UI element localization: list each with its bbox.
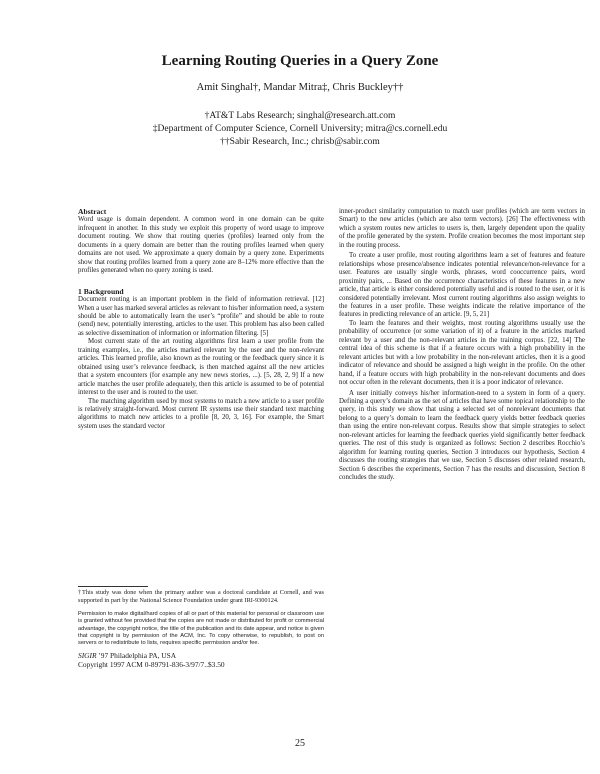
right-paragraph-3: To learn the features and their weights, most routing algorithms usually use the probability of occurrence (or some variation of it) of a feature in the articles marked relevant by a user and the non-relevant articles in the training corpus. [22, 14] The central idea of this scheme is that if a feature occurs with a high probability in the relevant articles but with a low probability in the non-relevant articles, then it is a good indicator of relevance and should be assigned a high weight in the profile. On the other hand, if a feature occurs with high probability in the non-relevant documents and does not occur often in the relevant documents, then it is a poor indicator of relevance.	[339, 319, 585, 387]
right-paragraph-4: A user initially conveys his/her information-need to a system in form of a query. Defining a query’s domain as the set of articles that have some topical relationship to the query, in this study we show that using a selected set of nonrelevant documents that belong to a query’s domain to learn the feedback query yields better feedback queries than using the entire non-relevant corpus. Results show that simple strategies to select non-relevant articles for learning the feedback queries yield significantly better feedback queries. The rest of this study is organized as follows: Section 2 describes Rocchio’s algorithm for learning routing queries, Section 3 introduces our hypothesis, Section 4 discusses the routing strategies that we use, Section 5 discusses other related research, Section 6 describes the experiments, Section 7 has the results and discussion, Section 8 concludes the study.	[339, 389, 585, 482]
affiliation-sabir: ††Sabir Research, Inc.; chrisb@sabir.com	[220, 137, 380, 147]
permission-notice: Permission to make digital/hard copies of all or part of this material for personal or classroom use is granted without fee provided that the copies are not made or distributed for profit or commercial advantage, the copyright notice, the title of the publication and its date appear, and notice is given that copyright is by permission of the ACM, Inc. To copy otherwise, to republish, to post on servers or to redistribute to lists, requires specific permission and/or fee.	[78, 611, 324, 646]
affiliation-att: †AT&T Labs Research; singhal@research.att.com	[204, 111, 396, 121]
author-list: Amit Singhal†, Mandar Mitra‡, Chris Buckley††	[196, 82, 404, 93]
right-paragraph-1: inner-product similarity computation to match user profiles (which are term vectors in Smart) to the new articles (which are also term vectors). [26] The effectiveness with which a system routes new articles to users is, then, largely dependent upon the quality of the profile generated by the system. Profile creation becomes the most important step in the routing process.	[339, 208, 585, 249]
right-paragraph-2: To create a user profile, most routing algorithms learn a set of features and feature relationships whose presence/absence indicates potential relevance/non-relevance for a user. Features are usually single words, phrases, word cooccurrence pairs, word proximity pairs, ... Based on the occurrence characteristics of these features in a new article, that article is either considered potentially useful and is routed to the user, or it is considered potentially irrelevant. Most current routing algorithms also assign weights to the features in a user profile. These weights indicate the relative importance of the features in predicting relevance of an article. [9, 5, 21]	[339, 252, 585, 319]
conference-location: ’97 Philadelphia PA, USA	[96, 651, 177, 661]
abstract-text: Word usage is domain dependent. A common word in one domain can be quite infrequent in another. In this study we exploit this property of word usage to improve document routing. We show that routing queries (profiles) learned only from the documents in a query domain are better than the routing profiles learned when query domains are not used. We approximate a query domain by a query zone. Experiments show that routing profiles learned from a query zone are 8–12% more effective than the profiles generated when no query zoning is used.	[78, 216, 324, 275]
footnote: †This study was done when the primary author was a doctoral candidate at Cornell, and was supported in part by the National Science Foundation under grant IRI-9300124.	[78, 589, 324, 604]
abstract-heading: Abstract	[78, 207, 107, 216]
section-1-paragraph-3: The matching algorithm used by most systems to match a new article to a user profile is relatively straight-forward. Most current IR systems use their standard text matching algorithms to match new articles to a profile [8, 20, 3, 16]. For example, the Smart system uses the standard vector	[78, 397, 324, 430]
left-column-footer	[78, 586, 324, 669]
section-1-heading: 1 Background	[78, 286, 124, 296]
footnote-rule	[78, 586, 148, 587]
section-1-paragraph-1: Document routing is an important problem in the field of information retrieval. [12] When a user has marked several articles as relevant to his/her information need, a system should be able to automatically learn the user’s “profile” and should be able to route (send) new, potentially interesting, articles to the user. This problem has also been called as selective dissemination of information or information filtering. [5]	[78, 296, 324, 337]
right-column	[339, 208, 585, 483]
paper-title: Learning Routing Queries in a Query Zone	[161, 53, 439, 69]
page-number: 25	[295, 738, 305, 749]
section-1-paragraph-2: Most current state of the art routing algorithms first learn a user profile from the training examples, i.e., the articles marked relevant by the user and the non-relevant articles. This learned profile, also known as the routing or the feedback query since it is obtained using user’s relevance feedback, is then matched against all the new articles that a system encounters (for example any new news stories, ...). [5, 28, 2, 9] If a new article matches the user profile adequately, then this article is assumed to be of potential interest to the user and is routed to the user.	[78, 338, 324, 397]
copyright-line: Copyright 1997 ACM 0-89791-836-3/97/7..$3.50	[78, 659, 225, 669]
affiliation-cornell: ‡Department of Computer Science, Cornell University; mitra@cs.cornell.edu	[152, 124, 448, 134]
conference-venue: SIGIR	[78, 651, 97, 661]
left-column	[78, 208, 324, 431]
